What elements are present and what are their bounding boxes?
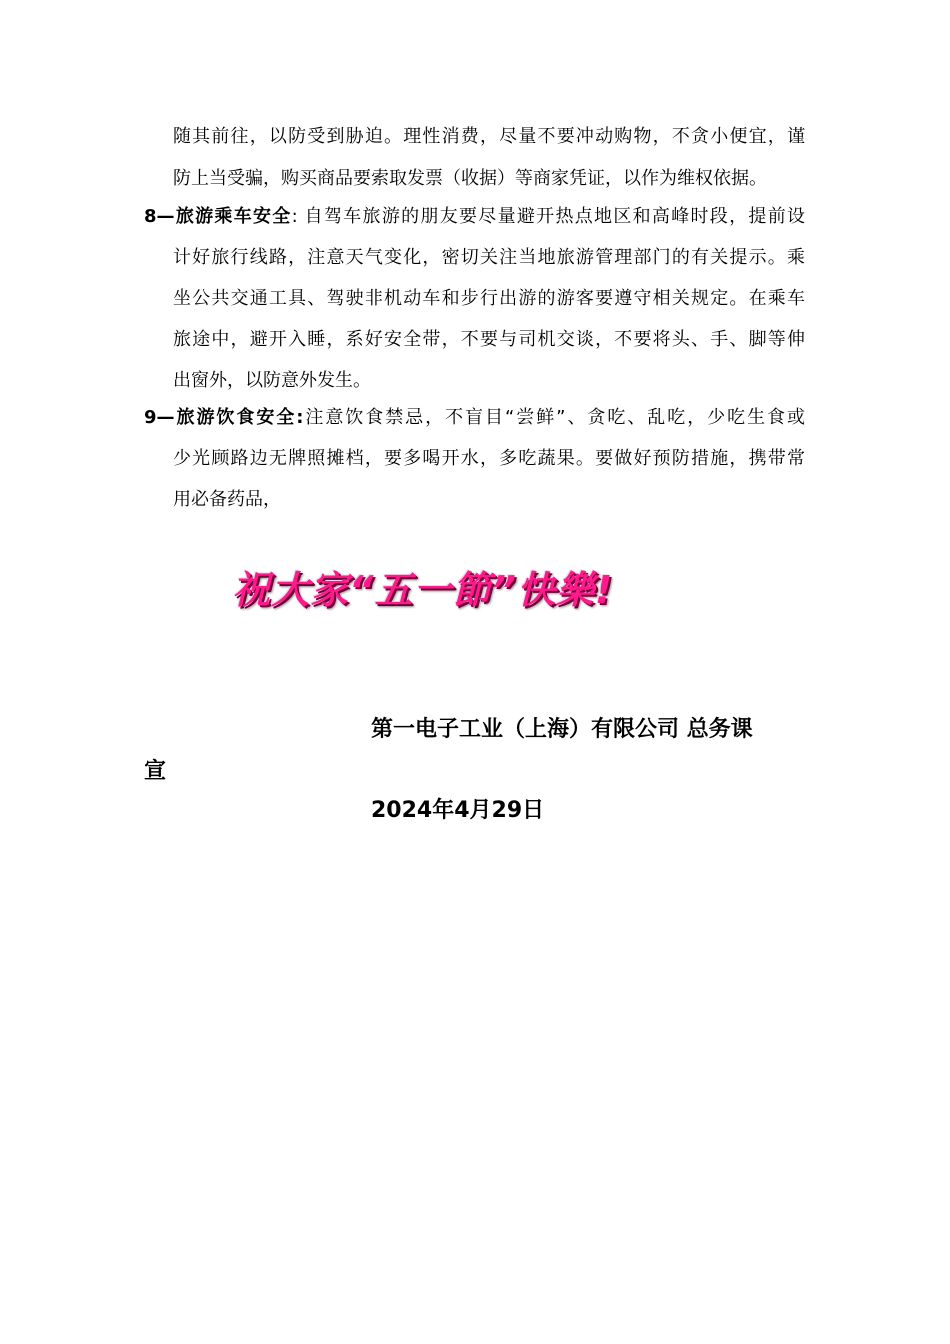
paragraph-line: 防上当受骗，购买商品要索取发票（收据）等商家凭证，以作为维权依据。 [173,168,767,189]
section-9-text: 注意饮食禁忌，不盲目“尝鲜”、贪吃、乱吃，少吃生食或 [303,407,805,428]
section-9-title: 9—旅游饮食安全: [144,407,304,428]
paragraph-line: 少光顾路边无牌照摊档，要多喝开水，多吃蔬果。要做好预防措施，携带常 [173,448,805,469]
paragraph-line: 用必备药品， [173,489,281,510]
signature-wrap: 宣 [144,759,167,784]
section-8-first-line [144,205,805,229]
signature-company: 第一电子工业（上海）有限公司 总务课 [371,717,753,742]
paragraph-line: 旅途中，避开入睡，系好安全带，不要与司机交谈，不要将头、手、脚等伸 [173,329,805,350]
section-9-first-line [144,406,805,430]
paragraph-line: 计好旅行线路，注意天气变化，密切关注当地旅游管理部门的有关提示。乘 [173,247,805,268]
paragraph-line: 随其前往，以防受到胁迫。理性消费，尽量不要冲动购物，不贪小便宜，谨 [173,126,805,147]
signature-date: 2024年4月29日 [371,798,545,823]
section-8-text: : 自驾车旅游的朋友要尽量避开热点地区和高峰时段，提前设 [291,206,805,227]
paragraph-line: 出窗外，以防意外发生。 [173,370,371,391]
holiday-greeting-banner: 祝大家“五一節”快樂! [232,568,614,612]
section-8-title: 8—旅游乘车安全 [144,206,292,227]
paragraph-line: 坐公共交通工具、驾驶非机动车和步行出游的游客要遵守相关规定。在乘车 [173,288,805,309]
